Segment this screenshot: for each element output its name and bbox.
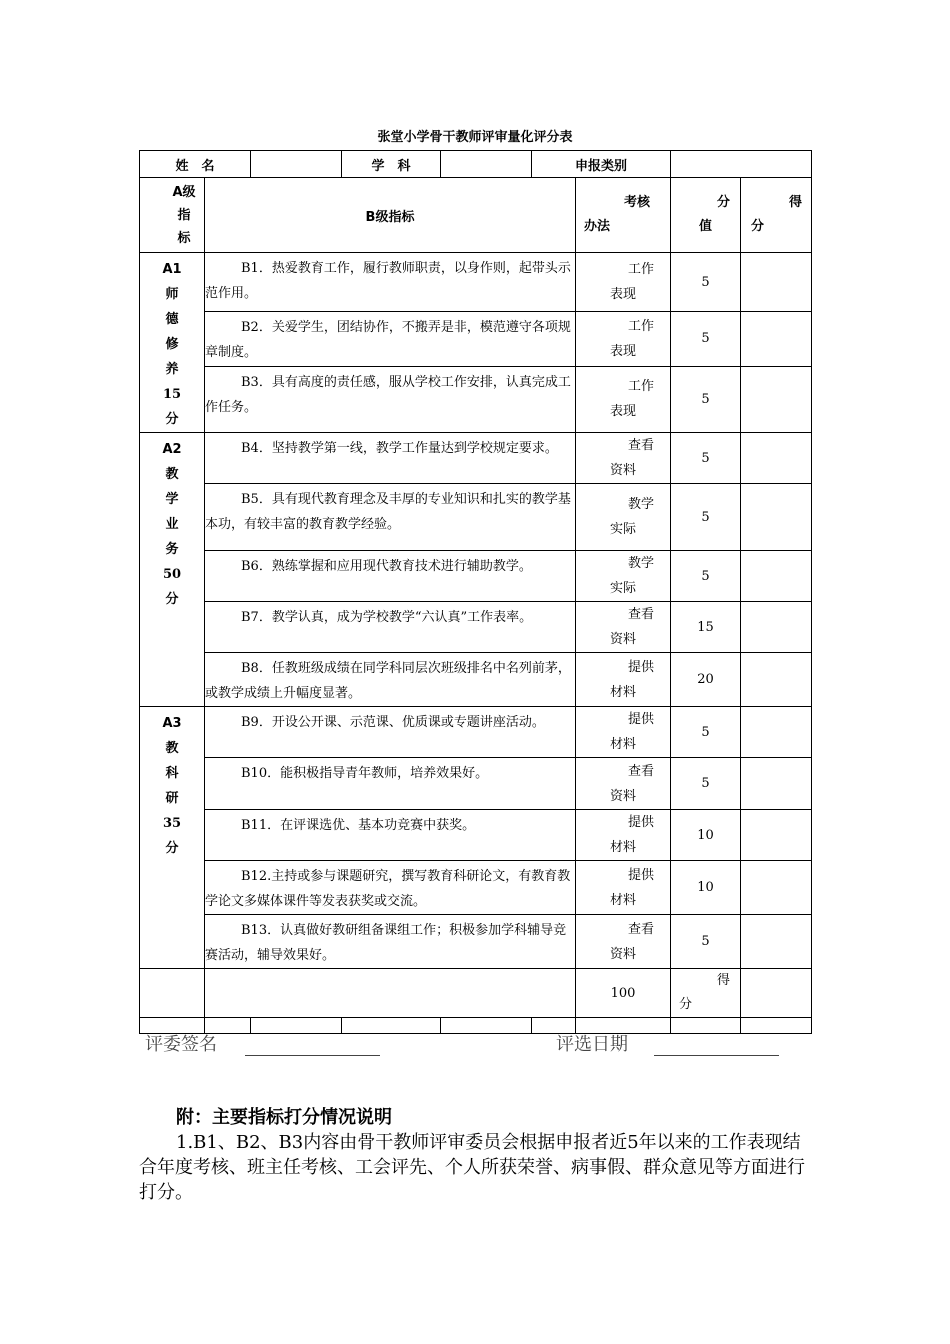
a-level-line: 50 bbox=[162, 567, 182, 582]
a-level-line: A1 bbox=[162, 262, 182, 277]
total-got-line: 分 bbox=[679, 997, 693, 1012]
got-score-cell[interactable] bbox=[741, 707, 812, 758]
a-level-line: 业 bbox=[165, 517, 179, 532]
score-header-line: 值 bbox=[699, 219, 713, 234]
subject-value-cell[interactable] bbox=[441, 151, 532, 178]
a-level-cell bbox=[140, 707, 205, 969]
got-score-cell[interactable] bbox=[741, 366, 812, 432]
score-value: 5 bbox=[671, 433, 741, 484]
judge-signature-label: 评委签名 bbox=[145, 1034, 217, 1055]
method-line: 材料 bbox=[610, 892, 637, 908]
criteria-row bbox=[140, 861, 812, 915]
criteria-text: B11．在评课选优、基本功竞赛中获奖。 bbox=[241, 818, 476, 833]
appendix-title: 附：主要指标打分情况说明 bbox=[176, 1107, 392, 1128]
method-line: 查看 bbox=[628, 438, 655, 453]
assessment-method bbox=[576, 915, 671, 969]
score-value: 5 bbox=[671, 551, 741, 602]
score-value: 5 bbox=[671, 253, 741, 312]
b-level-criteria bbox=[205, 366, 576, 432]
got-score-cell[interactable] bbox=[741, 602, 812, 653]
assessment-method bbox=[576, 602, 671, 653]
b-level-criteria bbox=[205, 653, 576, 707]
a-level-line: 修 bbox=[165, 337, 179, 352]
a-level-line: 分 bbox=[165, 412, 179, 427]
method-header bbox=[576, 178, 671, 253]
name-label: 姓 名 bbox=[140, 151, 251, 178]
a-level-line: 师 bbox=[165, 287, 179, 302]
got-header-line: 得 bbox=[789, 195, 803, 210]
method-line: 提供 bbox=[628, 867, 655, 883]
b-level-criteria bbox=[205, 551, 576, 602]
got-header-line: 分 bbox=[751, 219, 765, 234]
name-value-cell[interactable] bbox=[251, 151, 342, 178]
b-level-criteria bbox=[205, 915, 576, 969]
assessment-method bbox=[576, 551, 671, 602]
score-header-line: 分 bbox=[717, 195, 731, 210]
criteria-text: B3．具有高度的责任感，服从学校工作安排，认真完成工作任务。 bbox=[205, 374, 571, 415]
score-table bbox=[139, 150, 812, 1034]
method-line: 教学 bbox=[628, 556, 655, 571]
method-line: 提供 bbox=[628, 659, 655, 675]
b-level-header: B级指标 bbox=[205, 178, 576, 253]
score-value: 5 bbox=[671, 707, 741, 758]
b-level-criteria bbox=[205, 433, 576, 484]
selection-date bbox=[556, 1030, 779, 1056]
criteria-row bbox=[140, 707, 812, 758]
criteria-row bbox=[140, 602, 812, 653]
criteria-row bbox=[140, 653, 812, 707]
criteria-text: B2．关爱学生，团结协作，不搬弄是非，模范遵守各项规章制度。 bbox=[205, 320, 571, 361]
b-level-criteria bbox=[205, 758, 576, 810]
b-level-criteria bbox=[205, 253, 576, 312]
method-line: 查看 bbox=[628, 763, 655, 779]
method-line: 材料 bbox=[610, 684, 637, 700]
criteria-row bbox=[140, 810, 812, 861]
method-line: 查看 bbox=[628, 921, 655, 937]
method-header-line: 办法 bbox=[584, 219, 611, 234]
method-line: 提供 bbox=[628, 815, 655, 830]
total-got-line: 得 bbox=[717, 973, 731, 988]
a-level-line: 35 bbox=[162, 816, 182, 831]
assessment-method bbox=[576, 366, 671, 432]
column-header-row bbox=[140, 178, 812, 253]
criteria-text: B9．开设公开课、示范课、优质课或专题讲座活动。 bbox=[241, 715, 545, 730]
a-level-line: 教 bbox=[165, 741, 179, 756]
a-level-line: 研 bbox=[165, 791, 179, 806]
criteria-row bbox=[140, 915, 812, 969]
score-value: 10 bbox=[671, 810, 741, 861]
got-score-cell[interactable] bbox=[741, 810, 812, 861]
b-level-criteria bbox=[205, 484, 576, 551]
assessment-method bbox=[576, 312, 671, 366]
a-level-line: 分 bbox=[165, 592, 179, 607]
page-title: 张堂小学骨干教师评审量化评分表 bbox=[377, 130, 573, 145]
info-row bbox=[140, 151, 812, 178]
assessment-method bbox=[576, 758, 671, 810]
b-level-criteria bbox=[205, 861, 576, 915]
a-level-line: 学 bbox=[165, 492, 179, 507]
a-level-cell bbox=[140, 433, 205, 707]
criteria-text: B10．能积极指导青年教师，培养效果好。 bbox=[241, 766, 489, 781]
total-row bbox=[140, 969, 812, 1018]
got-score-cell[interactable] bbox=[741, 551, 812, 602]
judge-signature bbox=[145, 1030, 380, 1056]
got-score-cell[interactable] bbox=[741, 653, 812, 707]
criteria-row bbox=[140, 312, 812, 366]
method-line: 表现 bbox=[610, 404, 637, 420]
got-score-cell[interactable] bbox=[741, 484, 812, 551]
method-line: 材料 bbox=[610, 737, 637, 752]
method-line: 材料 bbox=[610, 840, 637, 855]
criteria-text: B6．熟练掌握和应用现代教育技术进行辅助教学。 bbox=[241, 559, 532, 574]
assessment-method bbox=[576, 810, 671, 861]
total-score: 100 bbox=[576, 969, 671, 1018]
a-level-line: 15 bbox=[162, 387, 182, 402]
a-level-line: 务 bbox=[165, 542, 179, 557]
assessment-method bbox=[576, 484, 671, 551]
score-value: 5 bbox=[671, 915, 741, 969]
a-level-header bbox=[140, 178, 205, 253]
b-level-criteria bbox=[205, 810, 576, 861]
a-level-cell bbox=[140, 253, 205, 433]
a-level-line: A3 bbox=[162, 716, 182, 731]
method-line: 工作 bbox=[628, 318, 655, 334]
score-value: 5 bbox=[671, 484, 741, 551]
method-line: 教学 bbox=[628, 497, 655, 512]
method-line: 资料 bbox=[610, 463, 637, 478]
selection-date-label: 评选日期 bbox=[556, 1034, 628, 1055]
method-line: 实际 bbox=[610, 522, 637, 537]
a-level-line: 科 bbox=[165, 766, 179, 781]
method-line: 工作 bbox=[628, 262, 655, 278]
appendix-body: 1.B1、B2、B3内容由骨干教师评审委员会根据申报者近5年以来的工作表现结合年度考核、班主任考核、工会评先、个人所获荣誉、病事假、群众意见等方面进行打分。 bbox=[139, 1132, 805, 1203]
assessment-method bbox=[576, 253, 671, 312]
a-level-header-line: A级 bbox=[172, 184, 196, 200]
assessment-method bbox=[576, 653, 671, 707]
total-got-cell[interactable] bbox=[741, 969, 812, 1018]
selection-date-line[interactable] bbox=[654, 1037, 779, 1056]
got-score-cell[interactable] bbox=[741, 915, 812, 969]
criteria-row bbox=[140, 433, 812, 484]
b-level-criteria bbox=[205, 707, 576, 758]
criteria-row bbox=[140, 551, 812, 602]
method-line: 实际 bbox=[610, 581, 637, 596]
score-value: 5 bbox=[671, 312, 741, 366]
category-value-cell[interactable] bbox=[671, 151, 812, 178]
method-line: 查看 bbox=[628, 607, 655, 622]
a-level-line: 分 bbox=[165, 841, 179, 856]
assessment-method bbox=[576, 433, 671, 484]
method-line: 工作 bbox=[628, 379, 655, 395]
criteria-text: B12.主持或参与课题研究，撰写教育科研论文，有教育教学论文多媒体课件等发表获奖或交流。 bbox=[205, 869, 571, 909]
method-line: 资料 bbox=[610, 788, 637, 804]
assessment-method bbox=[576, 861, 671, 915]
method-line: 资料 bbox=[610, 632, 637, 647]
judge-signature-line[interactable] bbox=[245, 1037, 380, 1056]
criteria-row bbox=[140, 758, 812, 810]
a-level-line: 德 bbox=[165, 312, 179, 327]
criteria-row bbox=[140, 484, 812, 551]
method-line: 表现 bbox=[610, 287, 637, 303]
score-value: 10 bbox=[671, 861, 741, 915]
a-level-line: 养 bbox=[165, 362, 179, 377]
method-header-line: 考核 bbox=[624, 195, 651, 210]
a-level-header-line: 标 bbox=[177, 230, 191, 246]
criteria-text: B7．教学认真，成为学校教学“六认真”工作表率。 bbox=[241, 610, 533, 625]
assessment-method bbox=[576, 707, 671, 758]
criteria-row bbox=[140, 366, 812, 432]
criteria-text: B4．坚持教学第一线，教学工作量达到学校规定要求。 bbox=[241, 441, 558, 456]
footer-cell bbox=[441, 1018, 532, 1034]
total-blank-b bbox=[205, 969, 576, 1018]
method-line: 提供 bbox=[628, 712, 655, 727]
got-score-cell[interactable] bbox=[741, 253, 812, 312]
got-score-cell[interactable] bbox=[741, 861, 812, 915]
score-value: 5 bbox=[671, 758, 741, 810]
criteria-text: B5．具有现代教育理念及丰厚的专业知识和扎实的教学基本功，有较丰富的教育教学经验。 bbox=[205, 492, 571, 532]
method-line: 表现 bbox=[610, 343, 637, 359]
got-score-cell[interactable] bbox=[741, 433, 812, 484]
criteria-text: B13．认真做好教研组备课组工作；积极参加学科辅导竞赛活动，辅导效果好。 bbox=[205, 923, 567, 963]
got-score-cell[interactable] bbox=[741, 312, 812, 366]
got-score-cell[interactable] bbox=[741, 758, 812, 810]
total-got-label bbox=[671, 969, 741, 1018]
score-value: 20 bbox=[671, 653, 741, 707]
subject-label: 学 科 bbox=[342, 151, 441, 178]
a-level-header-line: 指 bbox=[177, 207, 191, 223]
got-header bbox=[741, 178, 812, 253]
b-level-criteria bbox=[205, 312, 576, 366]
category-label: 申报类别 bbox=[532, 151, 671, 178]
score-value: 15 bbox=[671, 602, 741, 653]
criteria-text: B1．热爱教育工作，履行教师职责，以身作则，起带头示范作用。 bbox=[205, 261, 571, 301]
score-header bbox=[671, 178, 741, 253]
a-level-line: 教 bbox=[165, 467, 179, 482]
method-line: 资料 bbox=[610, 946, 637, 962]
criteria-text: B8．任教班级成绩在同学科同层次班级排名中名列前茅，或教学成绩上升幅度显著。 bbox=[205, 661, 571, 701]
a-level-line: A2 bbox=[162, 442, 182, 457]
criteria-row bbox=[140, 253, 812, 312]
b-level-criteria bbox=[205, 602, 576, 653]
total-blank-a bbox=[140, 969, 205, 1018]
score-value: 5 bbox=[671, 366, 741, 432]
